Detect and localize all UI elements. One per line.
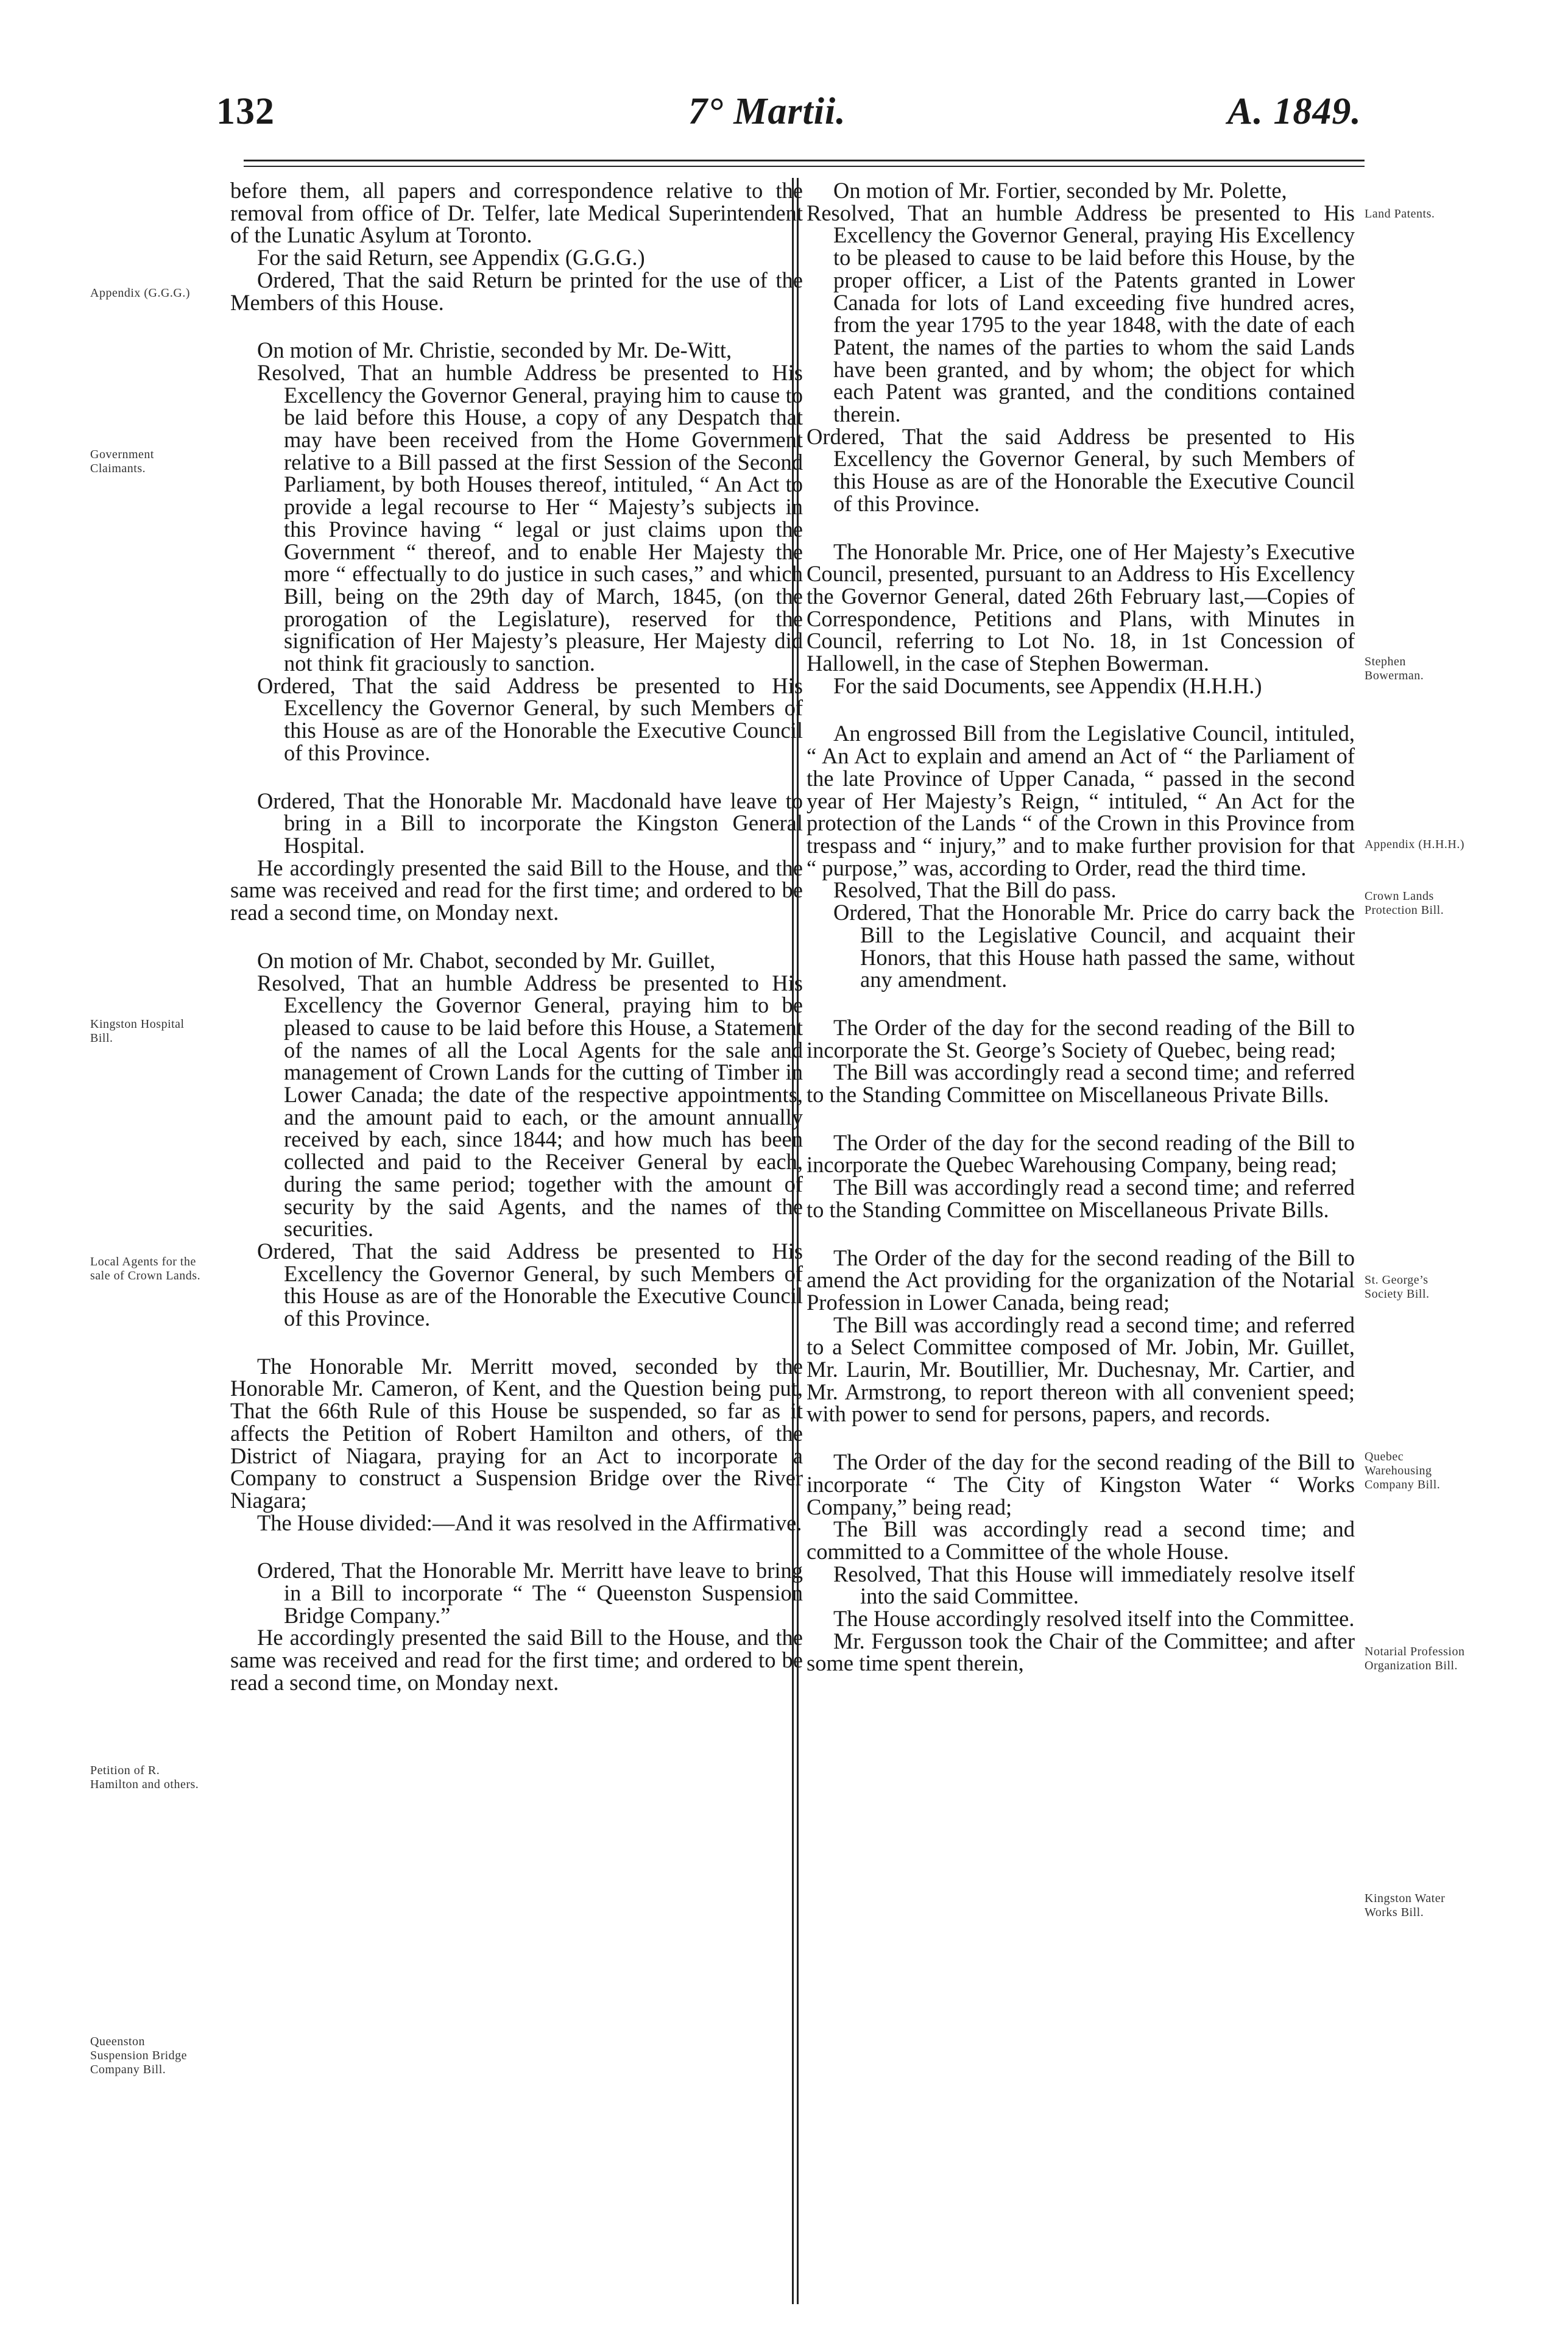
- margin-note-queenston-bridge: Queenston Suspension Bridge Company Bill.: [90, 2035, 188, 2076]
- paragraph: Resolved, That an humble Address be presented to His Excellency the Governor General, praying him to cause to be laid before this House, a copy of any Despatch that may have been received from the Home Government relative to a Bill passed at the first Session of the Second Parliament, by both Houses thereof, intituled, “ An Act to provide a legal recourse to Her “ Majesty’s subjects in this Province having “ legal or just claims upon the Government “ thereof, and to enable Her Majesty the more “ effectually to do justice in such cases,” and which Bill, being on the 29th day of March, 1845, (on the prorogation of the Legislature), reserved for the signification of Her Majesty’s pleasure, Her Majesty did not think fit graciously to sanction.: [257, 359, 803, 676]
- paragraph: Resolved, That an humble Address be presented to His Excellency the Governor General, praying him to be pleased to cause to be laid before this House, a Statement of the names of all the Local Agents for the sale and management of Crown Lands for the cutting of Timber in Lower Canada; the date of the respective appointments, and the amount paid to each, or the amount annually received by each, since 1844; and how much has been collected and paid to the Receiver General by each, during the same period; together with the amount of security by the said Agents, and the names of the securities.: [257, 970, 803, 1242]
- paragraph: He accordingly presented the said Bill to the House, and the same was received and read for the first time; and ordered to be read a second time, on Monday next.: [230, 1625, 803, 1695]
- paragraph: Resolved, That this House will immediately resolve itself into the said Committee.: [833, 1561, 1355, 1609]
- paragraph: Ordered, That the Honorable Mr. Macdonald have leave to bring in a Bill to incorporate the Kingston General Hospital.: [257, 788, 803, 858]
- paragraph: The Bill was accordingly read a second time; and committed to a Committee of the whole House.: [807, 1516, 1355, 1564]
- paragraph: On motion of Mr. Christie, seconded by Mr. De-Witt,: [257, 338, 732, 363]
- paragraph: Ordered, That the said Return be printed for the use of the Members of this House.: [230, 267, 803, 315]
- paragraph: The Bill was accordingly read a second time; and referred to the Standing Committee on Miscellaneous Private Bills.: [807, 1175, 1355, 1222]
- paragraph: The Order of the day for the second reading of the Bill to amend the Act providing for the organization of the Notarial Profession in Lower Canada, being read;: [807, 1245, 1355, 1315]
- margin-note-appendix-ggg: Appendix (G.G.G.): [90, 286, 191, 300]
- paragraph: He accordingly presented the said Bill to the House, and the same was received and read for the first time; and ordered to be read a second time, on Monday next.: [230, 855, 803, 925]
- paragraph: The Bill was accordingly read a second time; and referred to the Standing Committee on Miscellaneous Private Bills.: [807, 1059, 1355, 1108]
- paragraph: The Honorable Mr. Price, one of Her Majesty’s Executive Council, presented, pursuant to an Address to His Excellency the Governor General, dated 26th February last,—Copies of Correspondence, Petitions and Plans, with Minutes in Council, referring to Lot No. 18, in 1st Concession of Hallowell, in the case of Stephen Bowerman.: [807, 539, 1355, 676]
- paragraph: Ordered, That the Honorable Mr. Price do carry back the Bill to the Legislative Council, and acquaint their Honors, that this House hath passed the same, without any amendment.: [833, 900, 1355, 992]
- right-column: [807, 180, 1355, 1675]
- margin-note-kingston-water: Kingston Water Works Bill.: [1365, 1892, 1446, 1919]
- margin-note-st-georges: St. George’s Society Bill.: [1365, 1273, 1430, 1301]
- margin-note-government-claimants: Government Claimants.: [90, 448, 154, 475]
- page-number: 132: [216, 91, 275, 132]
- margin-note-quebec-warehousing: Quebec Warehousing Company Bill.: [1365, 1450, 1441, 1491]
- paragraph: An engrossed Bill from the Legislative Council, intituled, “ An Act to explain and amend an Act of “ the Parliament of the late Province of Upper Canada, “ passed in the second year of Her Majesty’s Reign, “ intituled, “ An Act for the protection of the Lands “ of the Crown in this Province from trespass and “ injury,” and to make further provision for that “ purpose,” was, according to Order, read the third time.: [807, 721, 1355, 880]
- paragraph: before them, all papers and correspondence relative to the removal from office of Dr. Telfer, late Medical Superintendent of the Lunatic Asylum at Toronto.: [230, 178, 803, 248]
- margin-note-kingston-hospital: Kingston Hospital Bill.: [90, 1017, 185, 1045]
- margin-note-local-agents: Local Agents for the sale of Crown Lands.: [90, 1255, 201, 1282]
- paragraph: On motion of Mr. Chabot, seconded by Mr. Guillet,: [257, 947, 716, 973]
- left-column: [230, 180, 803, 1694]
- margin-note-appendix-hhh: Appendix (H.H.H.): [1365, 838, 1465, 851]
- paragraph: On motion of Mr. Fortier, seconded by Mr. Polette,: [833, 178, 1287, 203]
- margin-note-notarial: Notarial Profession Organization Bill.: [1365, 1645, 1465, 1672]
- header-rule-top: [244, 160, 1365, 161]
- paragraph: The Honorable Mr. Merritt moved, seconded by the Honorable Mr. Cameron, of Kent, and the Question being put, That the 66th Rule of this House be suspended, so far as it affects the Petition of Robert Hamilton and others, of the District of Niagara, praying for an Act to incorporate a Company to construct a Suspension Bridge over the River Niagara;: [230, 1353, 803, 1513]
- margin-note-land-patents: Land Patents.: [1365, 207, 1435, 221]
- paragraph: For the said Return, see Appendix (G.G.G.): [257, 245, 645, 271]
- page-date: 7° Martii.: [688, 91, 846, 132]
- paragraph: Resolved, That the Bill do pass.: [833, 877, 1117, 903]
- paragraph: For the said Documents, see Appendix (H.H.H.): [833, 673, 1262, 698]
- paragraph: Ordered, That the said Address be presented to His Excellency the Governor General, by such Members of this House as are of the Honorable the Executive Council of this Province.: [807, 423, 1355, 516]
- paragraph: Ordered, That the said Address be presented to His Excellency the Governor General, by such Members of this House as are of the Honorable the Executive Council of this Province.: [257, 1238, 803, 1331]
- paragraph: Ordered, That the said Address be presented to His Excellency the Governor General, by such Members of this House as are of the Honorable the Executive Council of this Province.: [257, 673, 803, 765]
- margin-note-crown-lands-bill: Crown Lands Protection Bill.: [1365, 889, 1444, 917]
- margin-note-petition-hamilton: Petition of R. Hamilton and others.: [90, 1764, 199, 1791]
- paragraph: The House divided:—And it was resolved in the Affirmative.: [257, 1510, 802, 1535]
- header-rule-bottom: [244, 166, 1365, 167]
- paragraph: Ordered, That the Honorable Mr. Merritt have leave to bring in a Bill to incorporate “ The “ Queenston Suspension Bridge Company.”: [257, 1558, 803, 1628]
- margin-note-stephen-bowerman: Stephen Bowerman.: [1365, 655, 1424, 682]
- page-year: A. 1849.: [1227, 91, 1361, 132]
- paragraph: The Order of the day for the second reading of the Bill to incorporate the Quebec Warehousing Company, being read;: [807, 1130, 1355, 1178]
- paragraph: Mr. Fergusson took the Chair of the Committee; and after some time spent therein,: [807, 1628, 1355, 1676]
- paragraph: The House accordingly resolved itself into the Committee.: [833, 1606, 1355, 1632]
- paragraph: The Bill was accordingly read a second time; and referred to a Select Committee composed of Mr. Jobin, Mr. Guillet, Mr. Laurin, Mr. Boutillier, Mr. Duchesnay, Mr. Cartier, and Mr. Armstrong, to report thereon with all convenient speed; with power to send for persons, papers, and records.: [807, 1312, 1355, 1427]
- paragraph: Resolved, That an humble Address be presented to His Excellency the Governor General, praying His Excellency to be pleased to cause to be laid before this House, by the proper officer, a List of the Patents granted in Lower Canada for lots of Land exceeding five hundred acres, from the year 1795 to the year 1848, with the date of each Patent, the names of the parties to whom the said Lands have been granted, and by whom; the object for which each Patent was granted, and the conditions contained therein.: [807, 200, 1355, 427]
- paragraph: The Order of the day for the second reading of the Bill to incorporate the St. George’s Society of Quebec, being read;: [807, 1014, 1355, 1063]
- paragraph: The Order of the day for the second reading of the Bill to incorporate “ The City of Kingston Water “ Works Company,” being read;: [807, 1449, 1355, 1519]
